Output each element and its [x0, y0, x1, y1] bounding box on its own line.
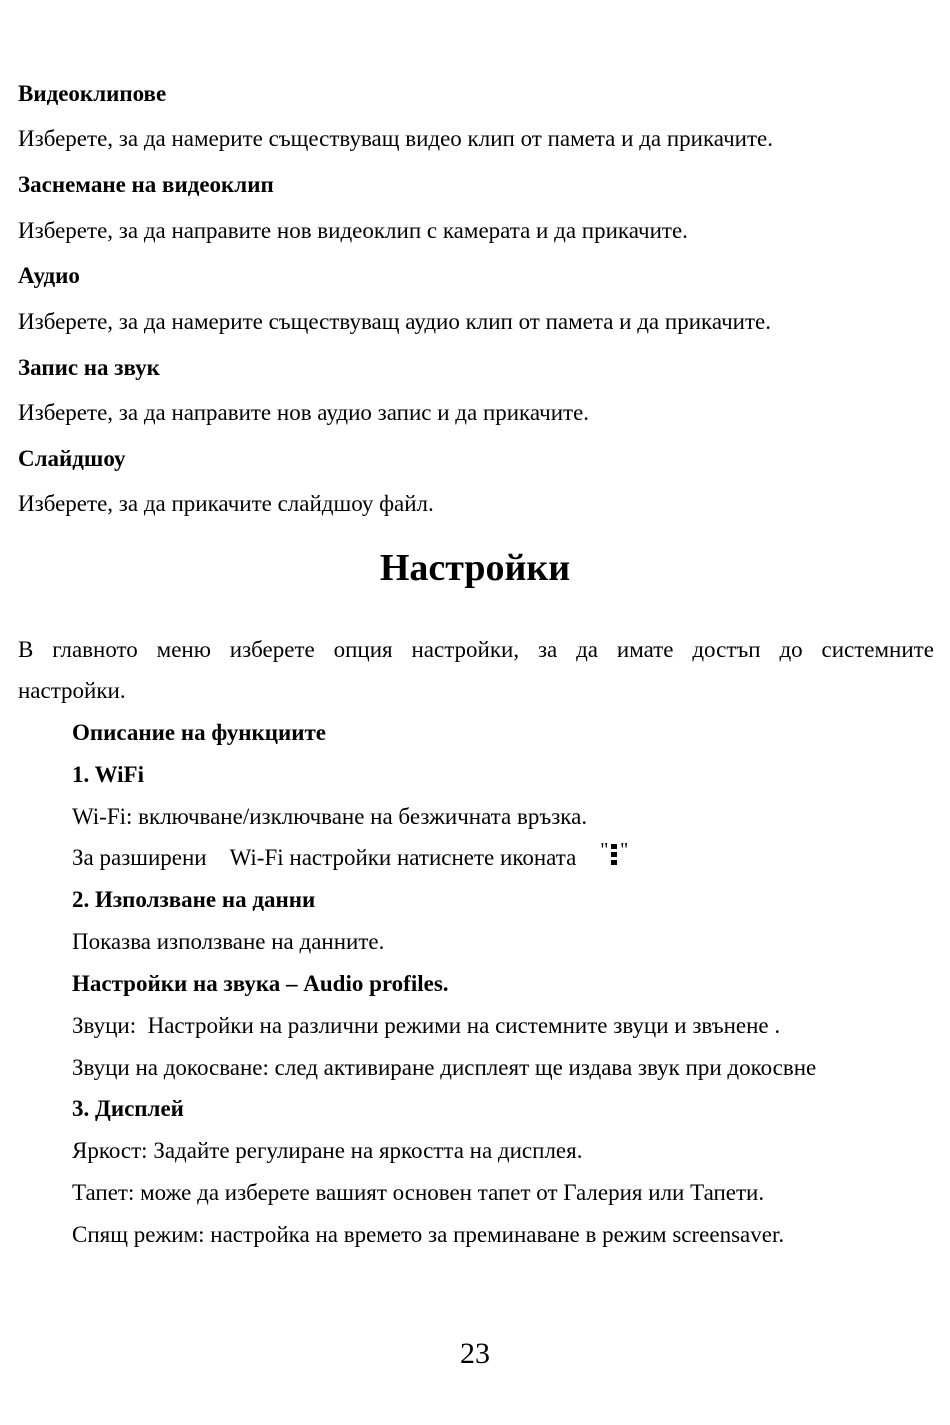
functions-description-title: Описание на функциите	[72, 720, 326, 745]
settings-intro-line-2: настройки.	[18, 678, 126, 703]
sleep-mode-description: Спящ режим: настройка на времето за преминаване в режим screensaver.	[72, 1222, 785, 1247]
display-title: 3. Дисплей	[72, 1096, 184, 1121]
wifi-advanced-line	[72, 839, 629, 872]
slideshow-title: Слайдшоу	[18, 446, 126, 471]
sound-settings-title: Настройки на звука – Audio profiles.	[72, 971, 449, 996]
wifi-advanced-text: За разширени Wi-Fi настройки натиснете иконата	[72, 845, 577, 870]
audio-title: Аудио	[18, 263, 80, 288]
settings-intro-line-1: В главното меню изберете опция настройки, за да имате достъп до системните	[18, 637, 934, 662]
record-sound-title: Запис на звук	[18, 355, 160, 380]
record-sound-description: Изберете, за да направите нов аудио запис и да прикачите.	[18, 400, 590, 425]
settings-heading: Настройки	[379, 547, 571, 589]
wallpaper-description: Тапет: може да изберете вашият основен тапет от Галерия или Тапети.	[72, 1180, 765, 1205]
record-video-description: Изберете, за да направите нов видеоклип с камерата и да прикачите.	[18, 218, 688, 243]
slideshow-description: Изберете, за да прикачите слайдшоу файл.	[18, 491, 434, 516]
audio-description: Изберете, за да намерите съществуващ аудио клип от памета и да прикачите.	[18, 309, 772, 334]
data-usage-description: Показва използване на данните.	[72, 929, 385, 954]
data-usage-title: 2. Използване на данни	[72, 887, 316, 912]
wifi-title: 1. WiFi	[72, 762, 144, 787]
wifi-description: Wi-Fi: включване/изключване на безжичната връзка.	[72, 804, 588, 829]
page-number: 23	[460, 1337, 490, 1370]
menu-icon: " "	[600, 844, 628, 868]
record-video-title: Заснемане на видеоклип	[18, 172, 274, 197]
video-clips-description: Изберете, за да намерите съществуващ видео клип от памета и да прикачите.	[18, 126, 773, 151]
video-clips-title: Видеоклипове	[18, 81, 167, 106]
sound-settings-description: Звуци: Настройки на различни режими на системните звуци и звънене .	[72, 1013, 781, 1038]
brightness-description: Яркост: Задайте регулиране на яркостта на дисплея.	[72, 1138, 583, 1163]
touch-sounds-description: Звуци на докосване: след активиране дисплеят ще издава звук при докосвне	[72, 1055, 817, 1080]
